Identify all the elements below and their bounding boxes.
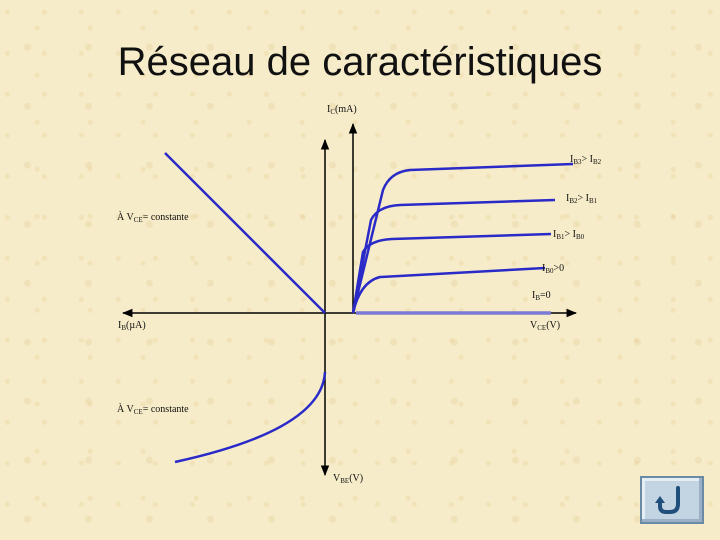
curve-label-ib-zero: $I_B=0$ [532, 290, 551, 302]
vce-axis-label: $V_{CE}(V)$ [530, 320, 561, 332]
curve-ib0 [353, 268, 545, 313]
curve-label-ib2: $I_{B2}> I_{B1}$ [566, 193, 598, 205]
transfer-line [165, 153, 325, 313]
return-button[interactable] [640, 476, 704, 524]
return-arrow-icon [654, 484, 690, 516]
input-curve [175, 372, 325, 462]
curve-label-ib0: $I_{B0}>0$ [542, 263, 565, 275]
curve-ib2 [353, 200, 555, 313]
annotation-bottom: À $V_{CE}=$ constante [117, 404, 189, 416]
curve-label-ib3: $I_{B3}> I_{B2}$ [570, 154, 602, 166]
annotation-top: À $V_{CE}=$ constante [117, 212, 189, 224]
slide-title: Réseau de caractéristiques [117, 40, 603, 84]
vbe-axis-label: $V_{BE}(V)$ [333, 473, 364, 485]
curve-label-ib1: $I_{B1}> I_{B0}$ [553, 229, 585, 241]
ib-axis-label: $I_B(\mu A)$ [118, 320, 146, 332]
ic-axis-label: $I_C(mA)$ [327, 104, 357, 116]
